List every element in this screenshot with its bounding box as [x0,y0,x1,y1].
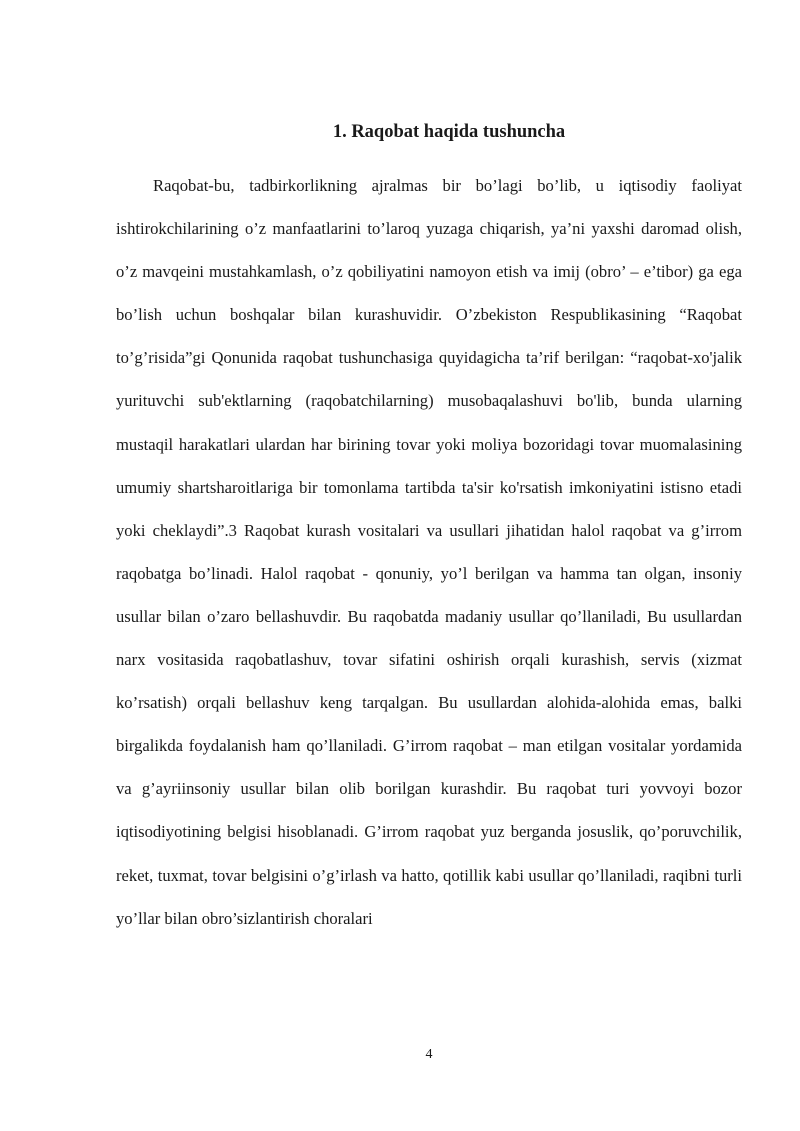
section-title: 1. Raqobat haqida tushuncha [332,122,566,142]
body-paragraph: Raqobat-bu, tadbirkorlikning ajralmas bir bo’lagi bo’lib, u iqtisodiy faoliyat ishtirokchilarining o’z manfaatlarini to’laroq yuzaga chiqarish, ya’ni yaxshi daromad olish, o’z mavqeini mustahkamlash, o’z qobiliyatini namoyon etish va imij (obro’ – e’tibor) ga ega bo’lish uchun boshqalar bilan kurashuvidir. O’zbekiston Respublikasining “Raqobat to’g’risida”gi Qonunida raqobat tushunchasiga quyidagicha ta’rif berilgan: “raqobat-xo'jalik yurituvchi sub'ektlarning (raqobatchilarning) musobaqalashuvi bo'lib, bunda ularning mustaqil harakatlari ulardan har birining tovar yoki moliya bozoridagi tovar muomalasining umumiy shartsharoitlariga bir tomonlama tartibda ta'sir ko'rsatish imkoniyatini istisno etadi yoki cheklaydi”.3 Raqobat kurash vositalari va usullari jihatidan halol raqobat va g’irrom raqobatga bo’linadi. Halol raqobat - qonuniy, yo’l berilgan va hamma tan olgan, insoniy usullar bilan o’zaro bellashuvdir. Bu raqobatda madaniy usullar qo’llaniladi, Bu usullardan narx vositasida raqobatlashuv, tovar sifatini oshirish orqali kurashish, servis (xizmat ko’rsatish) orqali bellashuv keng tarqalgan. Bu usullardan alohida-alohida emas, balki birgalikda foydalanish ham qo’llaniladi. G’irrom raqobat – man etilgan vositalar yordamida va g’ayriinsoniy usullar bilan olib borilgan kurashdir. Bu raqobat turi yovvoyi bozor iqtisodiyotining belgisi hisoblanadi. G’irrom raqobat yuz berganda josuslik, qo’poruvchilik, reket, tuxmat, tovar belgisini o’g’irlash va hatto, qotillik kabi usullar qo’llaniladi, raqibni turli yo’llar bilan obro’sizlantirish choralari [116,176,742,928]
page-number: 4 [425,1047,433,1062]
